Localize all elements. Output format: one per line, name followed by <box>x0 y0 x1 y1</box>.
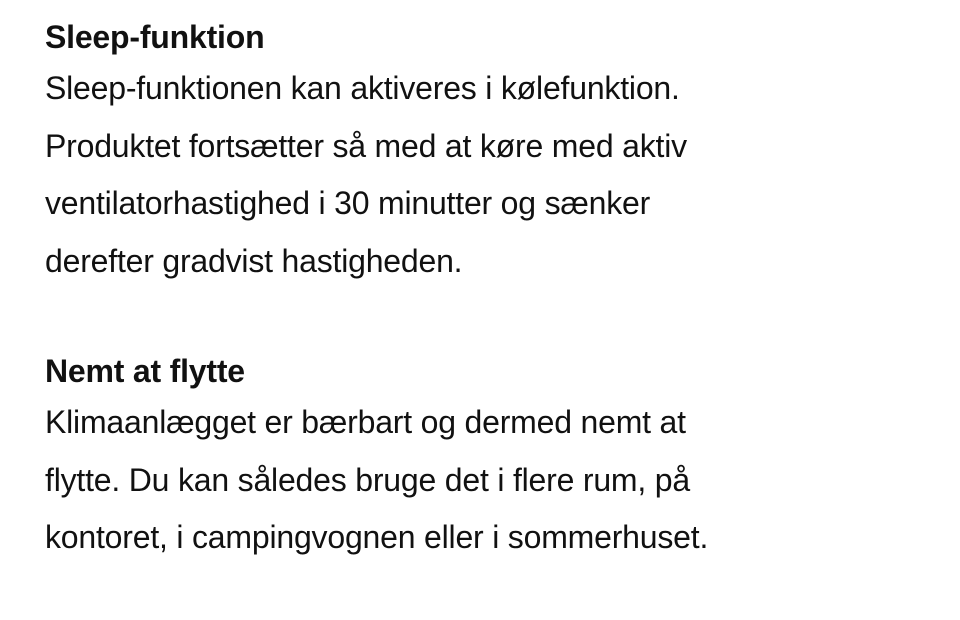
document-page <box>45 14 945 567</box>
section-sleep-function <box>45 14 945 290</box>
body-text-line: kontoret, i campingvognen eller i sommerhuset. <box>45 519 709 555</box>
body-text-line: derefter gradvist hastigheden. <box>45 242 463 279</box>
body-text-line: Sleep-funktionen kan aktiveres i kølefunktion. <box>45 70 680 106</box>
body-text-line: Produktet fortsætter så med at køre med aktiv <box>45 127 687 164</box>
section-heading: Nemt at flytte <box>45 353 245 389</box>
body-text-line: ventilatorhastighed i 30 minutter og sænker <box>45 185 651 221</box>
section-easy-to-move <box>45 348 945 567</box>
body-text-line: flytte. Du kan således bruge det i flere rum, på <box>45 461 690 498</box>
section-heading: Sleep-funktion <box>45 19 265 55</box>
body-text-line: Klimaanlægget er bærbart og dermed nemt at <box>45 404 686 440</box>
